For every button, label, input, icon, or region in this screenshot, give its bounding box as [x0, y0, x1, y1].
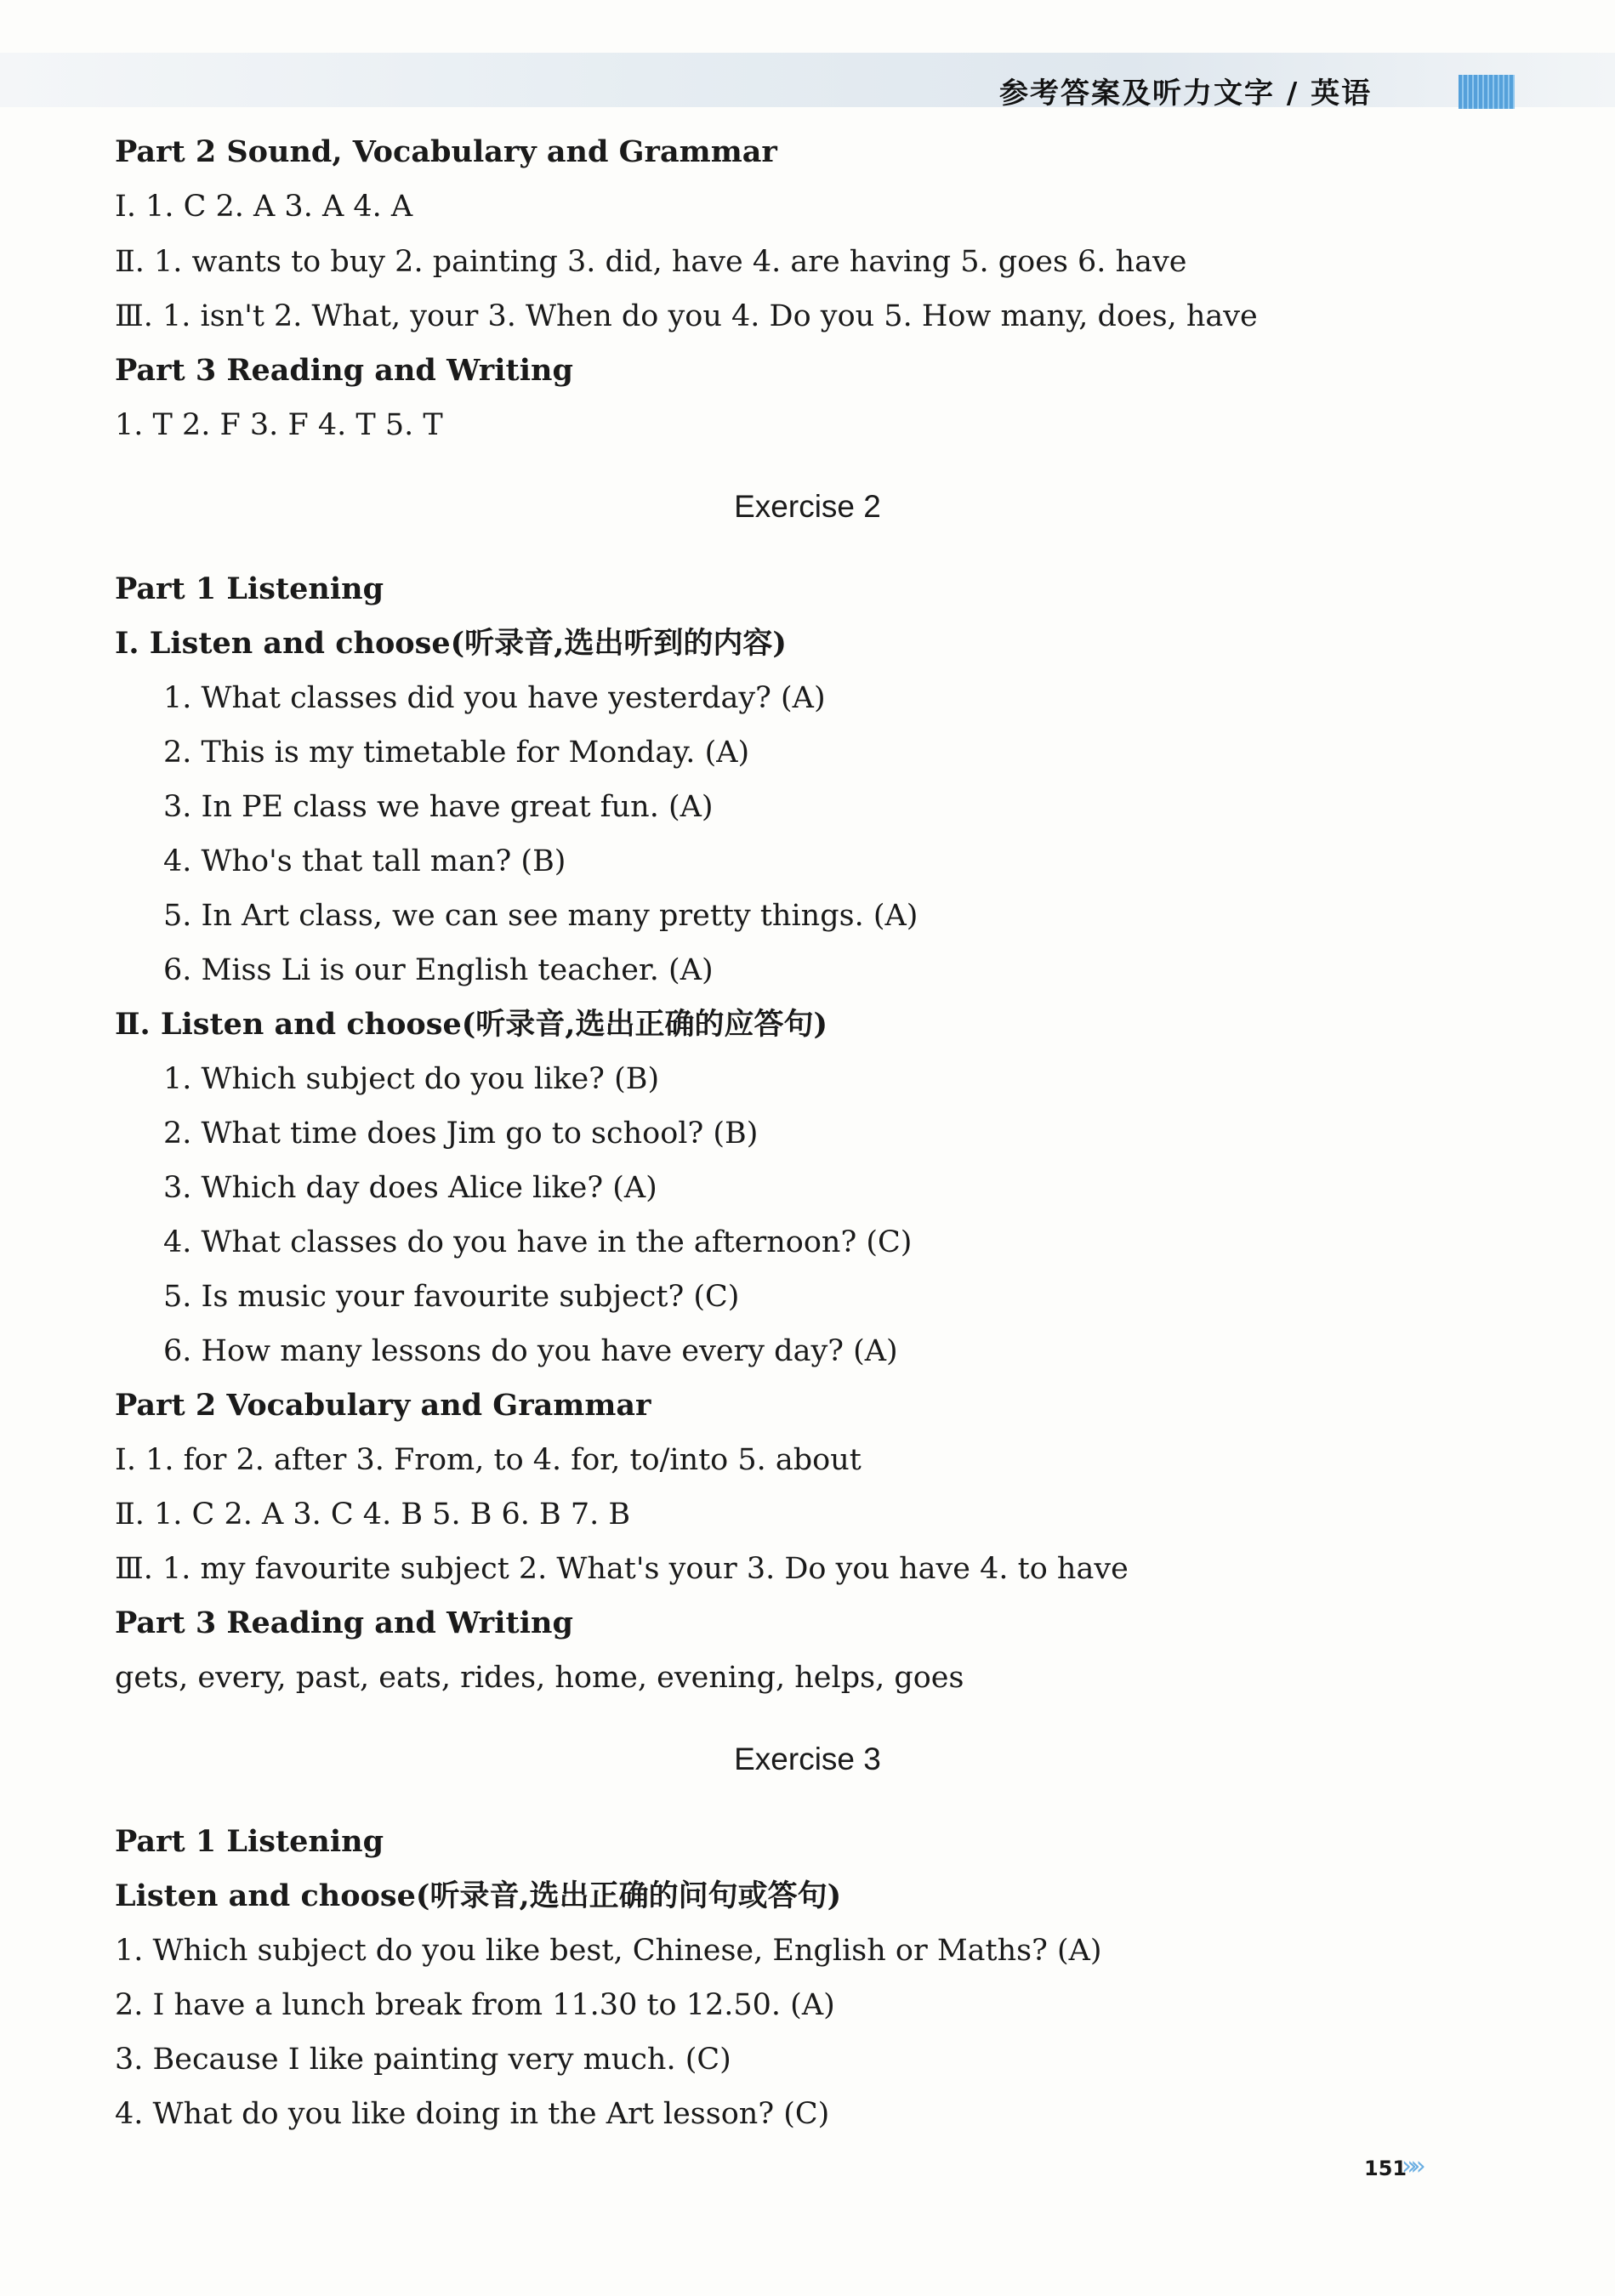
running-header-title: 参考答案及听力文字 / 英语: [999, 77, 1373, 111]
page-number: 151: [1364, 2157, 1407, 2180]
answer-line: 2. What time does Jim go to school? (B): [163, 1117, 759, 1151]
answer-line: 4. Who's that tall man? (B): [163, 844, 566, 878]
answer-line: 1. Which subject do you like? (B): [163, 1062, 660, 1096]
answer-line: Ⅰ. 1. for 2. after 3. From, to 4. for, to/into 5. about: [115, 1443, 862, 1477]
section-heading: Listen and choose(听录音,选出正确的问句或答句): [115, 1878, 842, 1913]
answer-line: 3. Which day does Alice like? (A): [163, 1171, 657, 1205]
page-forward-arrows-icon: »»: [1402, 2151, 1419, 2181]
answer-line: 4. What classes do you have in the afternoon? (C): [163, 1225, 913, 1259]
section-heading: Part 2 Sound, Vocabulary and Grammar: [115, 134, 777, 169]
exercise-title: Exercise 2: [734, 489, 881, 524]
exercise-title: Exercise 3: [734, 1742, 881, 1776]
answer-line: 1. T 2. F 3. F 4. T 5. T: [115, 408, 443, 442]
answer-line: 1. What classes did you have yesterday? (A): [163, 681, 826, 715]
answer-line: Ⅱ. 1. C 2. A 3. C 4. B 5. B 6. B 7. B: [115, 1498, 631, 1532]
section-heading: Part 1 Listening: [115, 571, 384, 606]
section-heading: Part 1 Listening: [115, 1824, 384, 1859]
answer-line: 2. I have a lunch break from 11.30 to 12.50. (A): [115, 1988, 835, 2022]
answer-line: Ⅱ. 1. wants to buy 2. painting 3. did, have 4. are having 5. goes 6. have: [115, 245, 1187, 279]
answer-line: 6. Miss Li is our English teacher. (A): [163, 953, 714, 987]
answer-line: Ⅲ. 1. my favourite subject 2. What's your 3. Do you have 4. to have: [115, 1552, 1129, 1586]
section-heading: Ⅱ. Listen and choose(听录音,选出正确的应答句): [115, 1007, 828, 1042]
answer-line: 6. How many lessons do you have every day? (A): [163, 1334, 898, 1368]
section-heading: Ⅰ. Listen and choose(听录音,选出听到的内容): [115, 626, 787, 661]
section-heading: Part 3 Reading and Writing: [115, 353, 573, 388]
answer-line: 3. In PE class we have great fun. (A): [163, 790, 714, 824]
answer-line: Ⅲ. 1. isn't 2. What, your 3. When do you 4. Do you 5. How many, does, have: [115, 299, 1258, 333]
answer-line: 4. What do you like doing in the Art lesson? (C): [115, 2097, 830, 2131]
section-heading: Part 3 Reading and Writing: [115, 1605, 573, 1640]
answer-line: Ⅰ. 1. C 2. A 3. A 4. A: [115, 190, 413, 224]
answer-line: 2. This is my timetable for Monday. (A): [163, 736, 750, 770]
answer-line: 1. Which subject do you like best, Chinese, English or Maths? (A): [115, 1934, 1102, 1968]
answer-line: 3. Because I like painting very much. (C): [115, 2043, 731, 2077]
answer-line: 5. In Art class, we can see many pretty things. (A): [163, 899, 918, 933]
section-heading: Part 2 Vocabulary and Grammar: [115, 1388, 651, 1423]
answer-line: 5. Is music your favourite subject? (C): [163, 1280, 740, 1314]
answer-line: gets, every, past, eats, rides, home, evening, helps, goes: [115, 1661, 964, 1695]
